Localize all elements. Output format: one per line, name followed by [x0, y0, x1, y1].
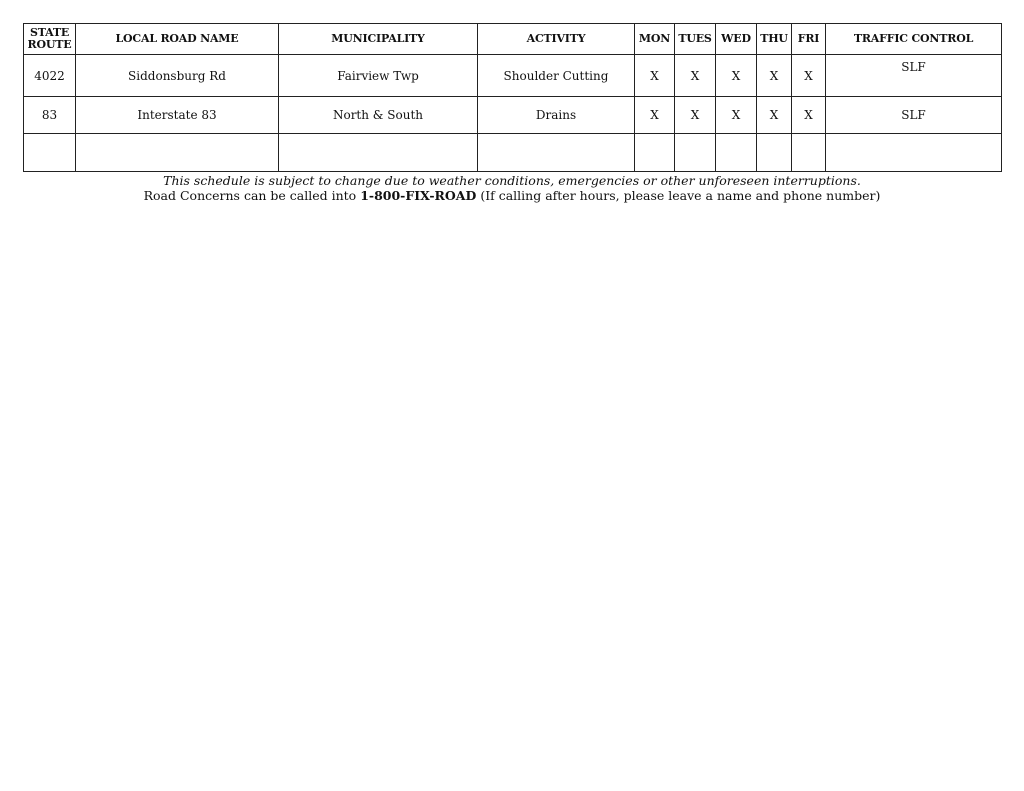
header-state-route-line2: ROUTE	[27, 38, 72, 51]
cell-tues	[675, 134, 716, 172]
header-activity: ACTIVITY	[478, 24, 635, 55]
table-row	[24, 55, 1002, 97]
contact-phone-number: 1-800-FIX-ROAD	[360, 188, 477, 203]
header-thu: THU	[757, 24, 792, 55]
header-fri: FRI	[792, 24, 826, 55]
cell-wed: X	[716, 97, 757, 134]
cell-wed	[716, 134, 757, 172]
schedule-sheet	[23, 23, 1001, 204]
cell-fri: X	[792, 97, 826, 134]
cell-activity	[478, 134, 635, 172]
road-work-schedule-table	[23, 23, 1002, 172]
header-state-route-line1: STATE	[29, 26, 70, 39]
cell-activity: Drains	[478, 97, 635, 134]
cell-thu: X	[757, 55, 792, 97]
cell-fri: X	[792, 55, 826, 97]
cell-fri	[792, 134, 826, 172]
cell-state-route: 4022	[24, 55, 76, 97]
schedule-notes	[23, 173, 1001, 204]
table-header-row	[24, 24, 1002, 55]
cell-mon: X	[635, 97, 675, 134]
cell-wed: X	[716, 55, 757, 97]
cell-local-road-name: Interstate 83	[76, 97, 279, 134]
cell-mon: X	[635, 55, 675, 97]
cell-state-route: 83	[24, 97, 76, 134]
cell-traffic-control: SLF	[826, 97, 1002, 134]
cell-local-road-name	[76, 134, 279, 172]
cell-traffic-control	[826, 134, 1002, 172]
schedule-disclaimer: This schedule is subject to change due to weather conditions, emergencies or other unforeseen interruptions.	[163, 173, 861, 188]
header-mon: MON	[635, 24, 675, 55]
header-traffic-control: TRAFFIC CONTROL	[826, 24, 1002, 55]
cell-municipality: North & South	[279, 97, 478, 134]
cell-state-route	[24, 134, 76, 172]
cell-municipality	[279, 134, 478, 172]
cell-tues: X	[675, 55, 716, 97]
header-local-road-name: LOCAL ROAD NAME	[76, 24, 279, 55]
header-municipality: MUNICIPALITY	[279, 24, 478, 55]
cell-thu	[757, 134, 792, 172]
cell-traffic-control: SLF	[826, 55, 1002, 97]
cell-thu: X	[757, 97, 792, 134]
road-concerns-contact	[23, 188, 1001, 204]
cell-municipality: Fairview Twp	[279, 55, 478, 97]
contact-suffix: (If calling after hours, please leave a name and phone number)	[476, 188, 881, 203]
cell-tues: X	[675, 97, 716, 134]
header-tues: TUES	[675, 24, 716, 55]
cell-local-road-name: Siddonsburg Rd	[76, 55, 279, 97]
table-row	[24, 134, 1002, 172]
header-wed: WED	[716, 24, 757, 55]
contact-prefix: Road Concerns can be called into	[143, 188, 361, 203]
cell-activity: Shoulder Cutting	[478, 55, 635, 97]
cell-mon	[635, 134, 675, 172]
header-state-route	[24, 24, 76, 55]
table-row	[24, 97, 1002, 134]
